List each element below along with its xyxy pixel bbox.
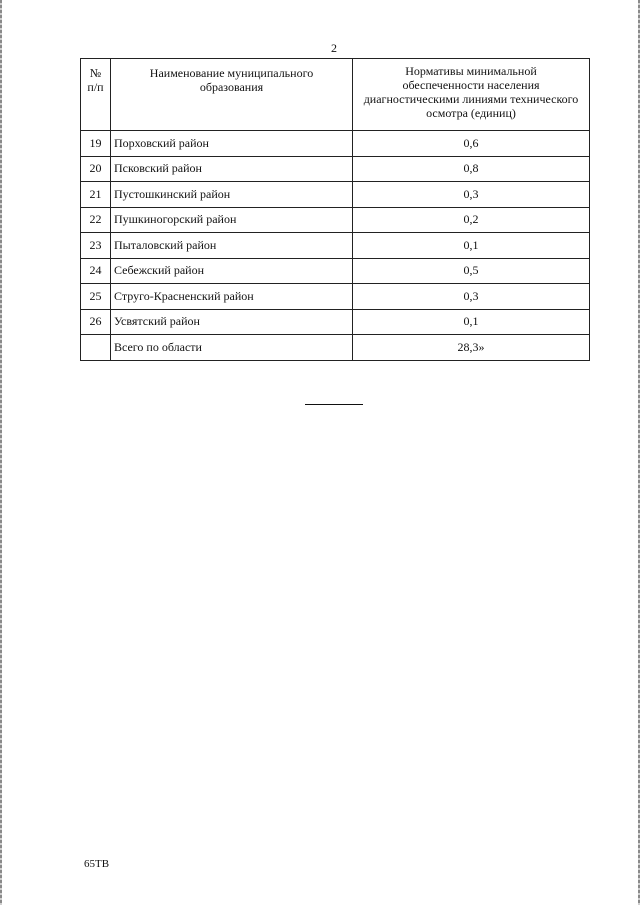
table-row bbox=[81, 309, 590, 335]
table-row bbox=[81, 182, 590, 208]
footer-code: 65ТВ bbox=[84, 858, 110, 870]
row-value: 0,2 bbox=[353, 207, 590, 233]
page-number: 2 bbox=[331, 41, 337, 55]
end-rule-divider bbox=[305, 404, 363, 405]
row-number: 20 bbox=[81, 156, 111, 182]
row-name: Пушкиногорский район bbox=[111, 207, 353, 233]
total-label: Всего по области bbox=[111, 335, 353, 361]
row-value: 0,6 bbox=[353, 131, 590, 157]
norms-table bbox=[80, 58, 590, 361]
row-number: 21 bbox=[81, 182, 111, 208]
scan-edge-left bbox=[0, 0, 2, 905]
row-number: 26 bbox=[81, 309, 111, 335]
table-header-row bbox=[81, 59, 590, 131]
header-name bbox=[111, 59, 353, 131]
table-row bbox=[81, 207, 590, 233]
row-value: 0,1 bbox=[353, 233, 590, 259]
row-name: Струго-Красненский район bbox=[111, 284, 353, 310]
row-name: Себежский район bbox=[111, 258, 353, 284]
row-name: Пыталовский район bbox=[111, 233, 353, 259]
row-number: 25 bbox=[81, 284, 111, 310]
table-row bbox=[81, 156, 590, 182]
row-number: 22 bbox=[81, 207, 111, 233]
row-number: 23 bbox=[81, 233, 111, 259]
table-total-row bbox=[81, 335, 590, 361]
row-name: Порховский район bbox=[111, 131, 353, 157]
header-norm bbox=[353, 59, 590, 131]
row-value: 0,3 bbox=[353, 182, 590, 208]
row-name: Псковский район bbox=[111, 156, 353, 182]
header-norm-text: Нормативы минимальной обеспеченности населения диагностическими линиями технического осмотра (единиц) bbox=[363, 64, 579, 120]
row-value: 0,5 bbox=[353, 258, 590, 284]
row-name: Усвятский район bbox=[111, 309, 353, 335]
total-value: 28,3» bbox=[353, 335, 590, 361]
total-number bbox=[81, 335, 111, 361]
row-value: 0,3 bbox=[353, 284, 590, 310]
table-row bbox=[81, 258, 590, 284]
row-value: 0,8 bbox=[353, 156, 590, 182]
header-number-text: № п/п bbox=[87, 66, 104, 94]
table-row bbox=[81, 233, 590, 259]
table-row bbox=[81, 131, 590, 157]
table-row bbox=[81, 284, 590, 310]
row-value: 0,1 bbox=[353, 309, 590, 335]
row-name: Пустошкинский район bbox=[111, 182, 353, 208]
row-number: 24 bbox=[81, 258, 111, 284]
row-number: 19 bbox=[81, 131, 111, 157]
header-number bbox=[81, 59, 111, 131]
header-name-text: Наименование муниципального образования bbox=[149, 66, 314, 94]
